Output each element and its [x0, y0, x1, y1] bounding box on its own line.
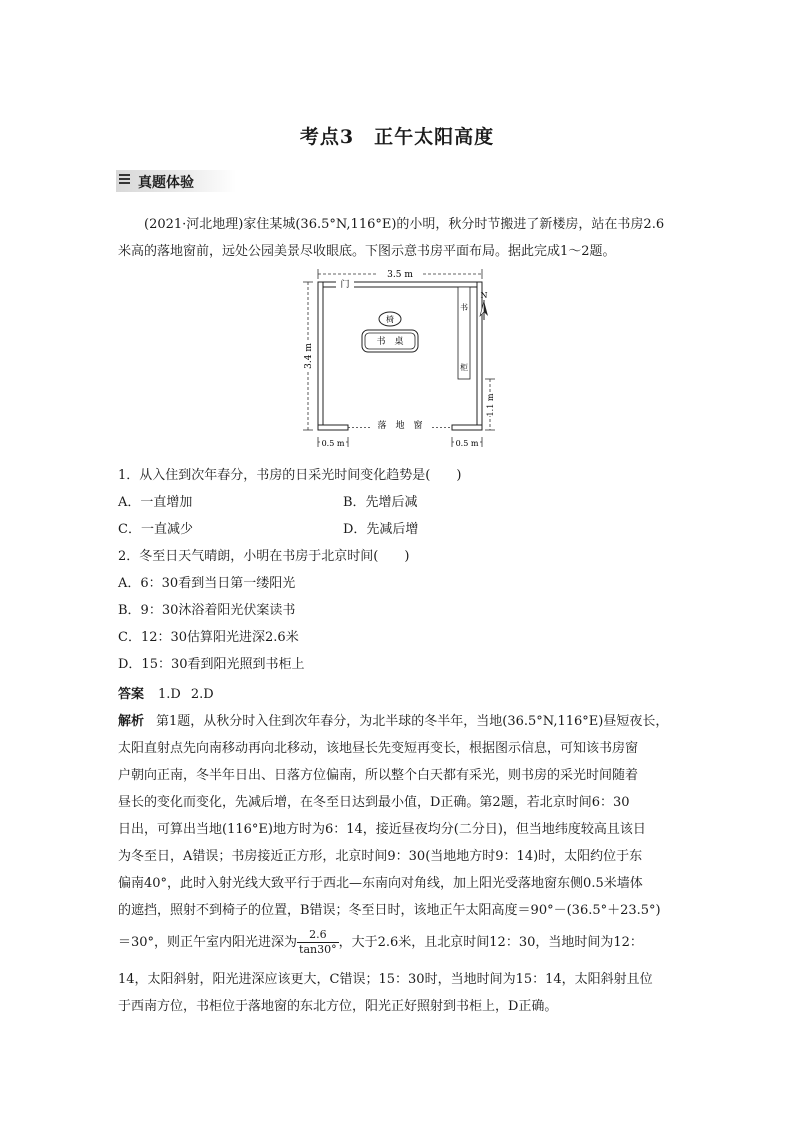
analysis-line-1 — [118, 710, 668, 729]
question-1-option-a: A．一直增加 — [118, 495, 193, 510]
analysis-line-5: 日出，可算出当地(116°E)地方时为6：14，接近昼夜均分(二分日)，但当地纬度较高且该日 — [118, 822, 646, 837]
analysis-text-9b: ，大于2.6米，且北京时间12：30，当地时间为12： — [338, 935, 643, 950]
analysis-line-2: 太阳直射点先向南移动再向北移动，该地昼长先变短再变长，根据图示信息，可知该书房窗 — [118, 741, 639, 756]
analysis-text-9a: ＝30°，则正午室内阳光进深为 — [118, 935, 298, 950]
analysis-text-1: 第1题，从秋分时入住到次年春分，为北半球的冬半年，当地(36.5°N,116°E)昼短夜长， — [156, 714, 669, 729]
bottom-right-dimension — [452, 437, 482, 448]
bookcase-label-bottom: 柜 — [460, 363, 468, 372]
window — [370, 419, 432, 431]
page-title: 考点3 正午太阳高度 — [299, 126, 495, 148]
analysis-line-9 — [118, 928, 643, 957]
intro-line-1: (2021·河北地理)家住某城(36.5°N,116°E)的小明，秋分时节搬进了新楼房，站在书房2.6 — [144, 217, 665, 232]
bookcase-label-top: 书 — [460, 303, 468, 312]
fraction-numerator: 2.6 — [297, 928, 339, 943]
question-1-option-b: B．先增后减 — [343, 495, 418, 510]
analysis-line-7: 偏南40°，此时入射光线大致平行于西北—东南向对角线，加上阳光受落地窗东侧0.5米墙体 — [118, 876, 643, 891]
bottom-right-label: 0.5 m — [455, 439, 479, 448]
chair — [379, 312, 401, 326]
right-dimension — [484, 379, 496, 430]
bookcase — [458, 287, 470, 379]
room-walls — [318, 282, 482, 430]
question-2-option-d: D．15：30看到阳光照到书柜上 — [118, 657, 305, 672]
answer-q2: 2.D — [190, 687, 214, 702]
analysis-line-6: 为冬至日，A错误；书房接近正方形，北京时间9：30(当地地方时9：14)时，太阳约位于东 — [118, 849, 643, 864]
answer-q1: 1.D — [158, 687, 181, 702]
question-1-stem: 1．从入住到次年春分，书房的日采光时间变化趋势是( ) — [118, 468, 462, 483]
analysis-line-10: 14，太阳斜射，阳光进深应该更大，C错误；15：30时，当地时间为15：14，太阳斜射且位 — [118, 972, 653, 987]
question-1-option-d: D．先减后增 — [343, 522, 419, 537]
question-1-option-c: C．一直减少 — [118, 522, 193, 537]
analysis-line-3: 户朝向正南，冬半年日出、日落方位偏南，所以整个白天都有采光，则书房的采光时间随着 — [118, 768, 639, 783]
window-label: 落 地 窗 — [377, 421, 423, 431]
fraction-denominator: tan30° — [299, 943, 337, 956]
analysis-line-8: 的遮挡，照射不到椅子的位置，B错误；冬至日时，该地正午太阳高度＝90°－(36.5°＋23.5°) — [118, 903, 661, 918]
section-label: 真题体验 — [138, 175, 194, 191]
question-2-option-c: C．12：30估算阳光进深2.6米 — [118, 630, 299, 645]
height-label: 3.4 m — [304, 343, 314, 369]
width-dimension — [318, 267, 482, 280]
answer-row — [118, 683, 214, 702]
question-2-option-a: A．6：30看到当日第一缕阳光 — [118, 576, 296, 591]
section-list-icon — [119, 174, 130, 187]
fraction — [297, 928, 339, 957]
desk — [362, 330, 418, 352]
door-label: 门 — [340, 280, 350, 290]
right-wall-label: 1.1 m — [486, 393, 495, 417]
width-label: 3.5 m — [387, 270, 413, 280]
intro-line-2: 米高的落地窗前，远处公园美景尽收眼底。下图示意书房平面布局。据此完成1～2题。 — [118, 244, 616, 259]
question-2-option-b: B．9：30沐浴着阳光伏案读书 — [118, 603, 296, 618]
north-label: N — [480, 291, 488, 300]
door — [336, 278, 354, 290]
answer-label: 答案 — [118, 687, 145, 702]
height-dimension — [302, 282, 314, 430]
analysis-line-11: 于西南方位，书柜位于落地窗的东北方位，阳光正好照射到书柜上，D正确。 — [118, 999, 558, 1014]
bottom-left-dimension — [318, 437, 348, 448]
analysis-label: 解析 — [118, 714, 145, 729]
question-2-stem: 2．冬至日天气晴朗，小明在书房于北京时间( ) — [118, 549, 410, 564]
chair-label: 椅 — [386, 315, 394, 324]
section-header — [116, 170, 236, 192]
north-arrow-icon — [476, 290, 492, 322]
analysis-line-4: 昼长的变化而变化，先减后增，在冬至日达到最小值，D正确。第2题，若北京时间6：30 — [118, 795, 630, 810]
desk-label: 书 桌 — [376, 337, 404, 347]
floor-plan-diagram — [300, 262, 500, 458]
bottom-left-label: 0.5 m — [321, 439, 345, 448]
